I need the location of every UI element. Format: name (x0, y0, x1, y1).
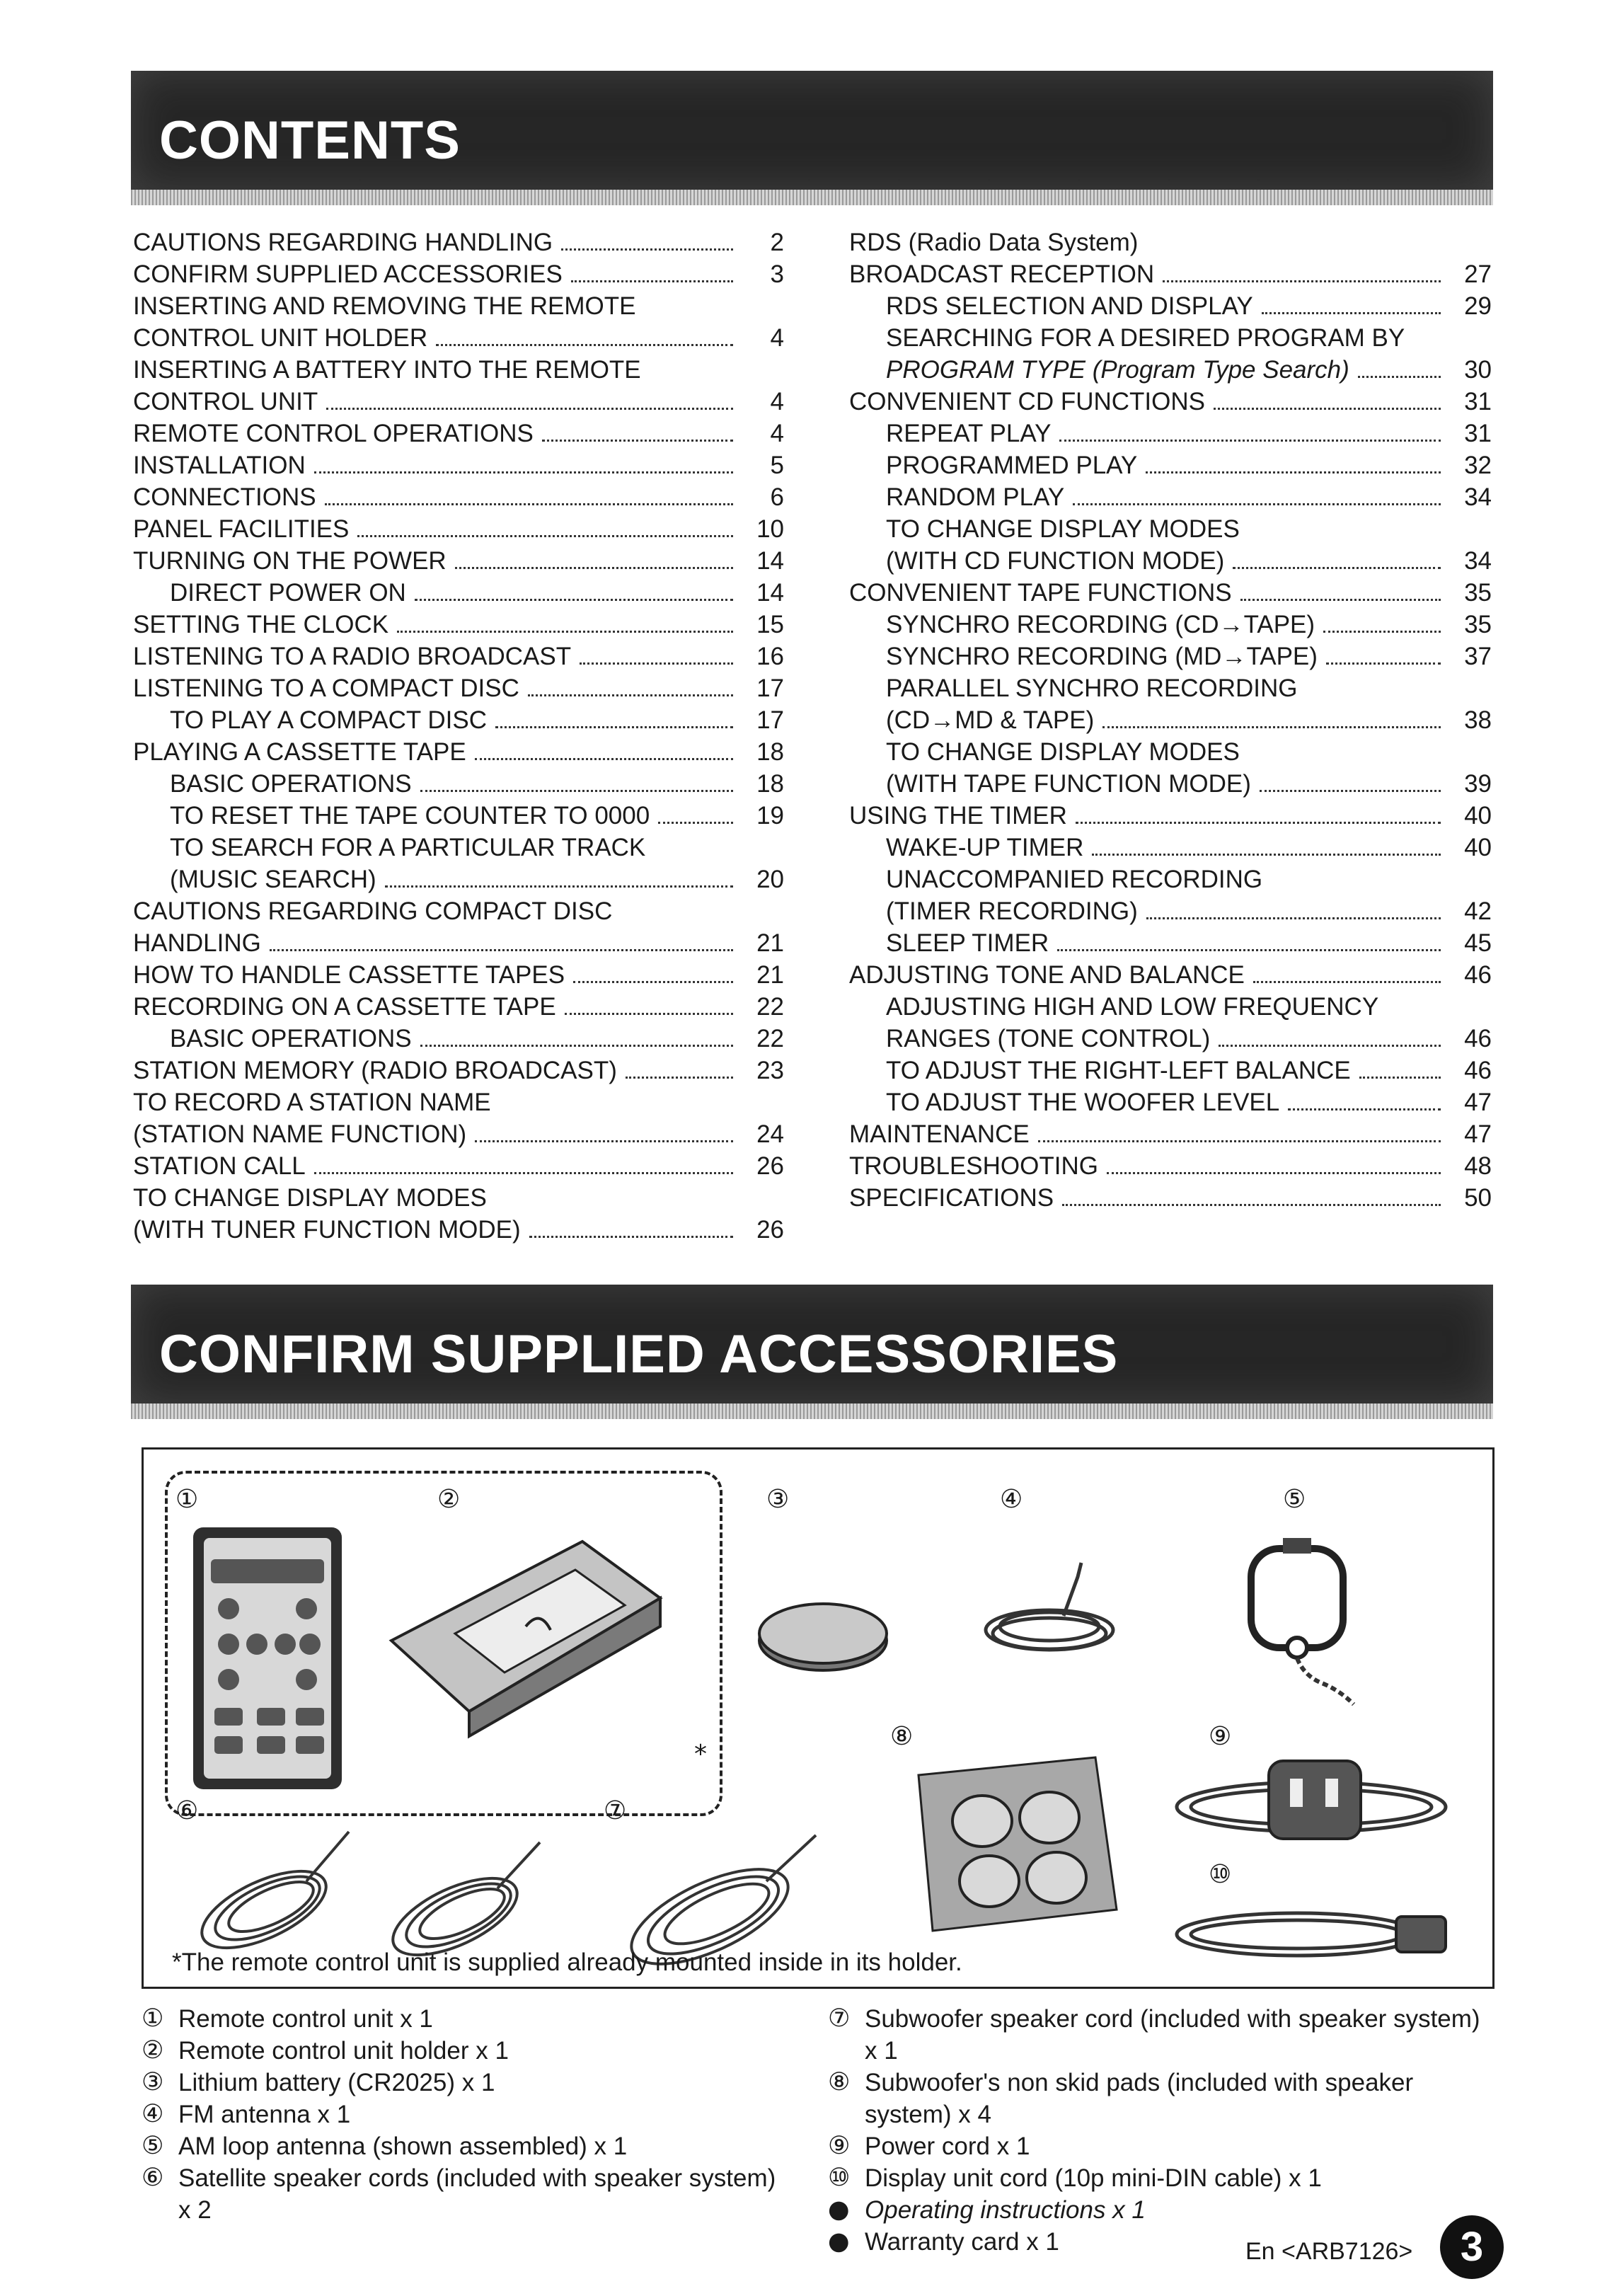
toc-entry-label: TO CHANGE DISPLAY MODES (133, 1184, 487, 1212)
toc-entry-page: 6 (770, 483, 784, 511)
toc-entry-label: MAINTENANCE (849, 1120, 1030, 1148)
accessory-item-text: AM loop antenna (shown assembled) x 1 (178, 2133, 628, 2160)
toc-entry-label: (STATION NAME FUNCTION) (133, 1120, 467, 1148)
toc-entry-page: 22 (756, 993, 784, 1021)
toc-entry-label: REMOTE CONTROL OPERATIONS (133, 420, 534, 447)
toc-entry-page: 27 (1464, 260, 1492, 288)
toc-entry-label: ADJUSTING TONE AND BALANCE (849, 961, 1245, 989)
toc-entry (133, 545, 784, 577)
toc-leader-dots (1260, 790, 1441, 792)
toc-entry (133, 959, 784, 991)
toc-entry (849, 290, 1492, 322)
accessory-item-text: Remote control unit holder x 1 (178, 2037, 509, 2065)
toc-entry-page: 4 (770, 420, 784, 447)
figure-number-9: ⑨ (1209, 1722, 1232, 1751)
toc-entry (849, 354, 1492, 386)
toc-entry-label: RANGES (TONE CONTROL) (886, 1025, 1211, 1052)
toc-entry-label: TURNING ON THE POWER (133, 547, 447, 575)
figure-number-3: ③ (766, 1485, 790, 1514)
toc-entry (133, 927, 784, 959)
toc-leader-dots (1107, 1172, 1441, 1174)
toc-entry-label: PROGRAM TYPE (Program Type Search) (886, 356, 1349, 384)
toc-entry (133, 513, 784, 545)
accessory-item-text: FM antenna x 1 (178, 2101, 351, 2128)
toc-entry-label: RDS (Radio Data System) (849, 229, 1139, 256)
accessory-item (828, 2003, 1493, 2067)
toc-entry (133, 354, 784, 386)
accessory-item (142, 2099, 793, 2130)
toc-leader-dots (1038, 1140, 1441, 1142)
display-unit-cord-illustration (1163, 1895, 1474, 1973)
toc-entry-page: 4 (770, 388, 784, 415)
toc-entry (849, 1086, 1492, 1118)
toc-leader-dots (420, 1045, 733, 1047)
toc-leader-dots (1233, 567, 1441, 569)
toc-entry-page: 21 (756, 929, 784, 957)
figure-number-2: ② (437, 1485, 461, 1514)
toc-entry (133, 1214, 784, 1246)
toc-entry (849, 1182, 1492, 1214)
toc-leader-dots (420, 790, 733, 792)
toc-entry (133, 800, 784, 832)
accessory-item-marker: ⑥ (142, 2164, 164, 2192)
toc-entry-label: SPECIFICATIONS (849, 1184, 1054, 1212)
toc-right-column (849, 226, 1492, 1214)
toc-entry (849, 322, 1492, 354)
toc-entry (849, 418, 1492, 449)
toc-entry (133, 863, 784, 895)
remote-control-illustration (186, 1524, 349, 1793)
accessory-item-marker: ① (142, 2004, 164, 2033)
toc-leader-dots (561, 248, 733, 251)
toc-entry-page: 19 (756, 802, 784, 830)
toc-entry-label: LISTENING TO A RADIO BROADCAST (133, 643, 572, 670)
accessory-item-marker: ● (828, 2195, 850, 2224)
am-loop-antenna-illustration (1226, 1534, 1368, 1718)
toc-entry-page: 40 (1464, 834, 1492, 861)
toc-leader-dots (1359, 1077, 1441, 1079)
toc-entry-label: TO CHANGE DISPLAY MODES (886, 738, 1240, 766)
toc-leader-dots (436, 344, 733, 346)
toc-entry-label: BASIC OPERATIONS (170, 1025, 412, 1052)
toc-leader-dots (1073, 503, 1441, 505)
toc-entry-page: 31 (1464, 420, 1492, 447)
accessories-list-right (828, 2003, 1493, 2258)
toc-entry-label: SETTING THE CLOCK (133, 611, 389, 638)
toc-entry (133, 1118, 784, 1150)
toc-entry (133, 418, 784, 449)
toc-leader-dots (314, 1172, 733, 1174)
toc-left-column (133, 226, 784, 1246)
toc-leader-dots (326, 408, 733, 410)
toc-leader-dots (385, 885, 733, 888)
toc-entry (133, 290, 784, 322)
accessory-item-text: Operating instructions x 1 (865, 2196, 1146, 2224)
figure-number-5: ⑤ (1283, 1485, 1306, 1514)
toc-entry-page: 14 (756, 547, 784, 575)
toc-leader-dots (1146, 917, 1441, 919)
accessory-item-marker: ② (142, 2036, 164, 2065)
toc-entry-label: ADJUSTING HIGH AND LOW FREQUENCY (886, 993, 1379, 1021)
toc-entry (133, 1150, 784, 1182)
toc-entry-page: 50 (1464, 1184, 1492, 1212)
accessory-item (828, 2067, 1493, 2130)
toc-entry (133, 1086, 784, 1118)
toc-leader-dots (1057, 949, 1441, 951)
toc-entry (133, 226, 784, 258)
toc-leader-dots (580, 662, 733, 665)
accessory-item-text: Subwoofer speaker cord (included with speaker system) x 1 (865, 2005, 1480, 2065)
accessories-footnote: *The remote control unit is supplied already mounted inside in its holder. (172, 1948, 962, 1976)
toc-entry-page: 14 (756, 579, 784, 607)
toc-entry-label: SEARCHING FOR A DESIRED PROGRAM BY (886, 324, 1405, 352)
toc-entry-page: 18 (756, 770, 784, 798)
toc-entry-label: TO RECORD A STATION NAME (133, 1089, 491, 1116)
accessory-item (828, 2130, 1493, 2162)
toc-entry-label: CONFIRM SUPPLIED ACCESSORIES (133, 260, 563, 288)
accessory-item (142, 2035, 793, 2067)
figure-number-8: ⑧ (890, 1722, 914, 1751)
toc-entry-label: HOW TO HANDLE CASSETTE TAPES (133, 961, 565, 989)
toc-entry-page: 39 (1464, 770, 1492, 798)
toc-entry-page: 18 (756, 738, 784, 766)
accessory-item-text: Power cord x 1 (865, 2133, 1030, 2160)
toc-entry (849, 609, 1492, 641)
accessory-item-marker: ● (828, 2227, 850, 2256)
toc-entry-label: (WITH CD FUNCTION MODE) (886, 547, 1225, 575)
accessory-item-marker: ⑧ (828, 2068, 851, 2096)
remote-holder-illustration (377, 1527, 674, 1740)
accessories-title: CONFIRM SUPPLIED ACCESSORIES (159, 1324, 1119, 1384)
toc-leader-dots (1288, 1108, 1441, 1110)
toc-entry-page: 46 (1464, 1025, 1492, 1052)
toc-leader-dots (1253, 981, 1441, 983)
toc-entry (849, 641, 1492, 672)
toc-leader-dots (1062, 1204, 1441, 1206)
toc-leader-dots (475, 1140, 733, 1142)
accessory-item-marker: ③ (142, 2068, 164, 2096)
toc-entry-label: SLEEP TIMER (886, 929, 1049, 957)
toc-entry-label: (CD→MD & TAPE) (886, 706, 1095, 734)
toc-entry-page: 3 (770, 260, 784, 288)
toc-leader-dots (1240, 599, 1441, 601)
toc-entry-label: INSERTING A BATTERY INTO THE REMOTE (133, 356, 641, 384)
toc-entry (133, 704, 784, 736)
figure-number-7: ⑦ (604, 1796, 627, 1825)
toc-entry (133, 577, 784, 609)
toc-entry-label: WAKE-UP TIMER (886, 834, 1084, 861)
toc-leader-dots (1146, 471, 1441, 473)
toc-entry (133, 991, 784, 1023)
toc-entry-label: CONVENIENT CD FUNCTIONS (849, 388, 1205, 415)
toc-entry (849, 1118, 1492, 1150)
toc-entry (849, 704, 1492, 736)
toc-entry (133, 641, 784, 672)
toc-entry (133, 481, 784, 513)
toc-leader-dots (495, 726, 733, 728)
accessories-list-left (142, 2003, 793, 2226)
toc-entry-page: 30 (1464, 356, 1492, 384)
toc-leader-dots (1102, 726, 1441, 728)
toc-leader-dots (1326, 662, 1441, 665)
toc-entry-label: TO SEARCH FOR A PARTICULAR TRACK (170, 834, 646, 861)
toc-leader-dots (1214, 408, 1441, 410)
figure-number-6: ⑥ (175, 1796, 199, 1825)
toc-entry (849, 258, 1492, 290)
accessory-item (142, 2067, 793, 2099)
toc-entry (849, 672, 1492, 704)
accessory-item (142, 2003, 793, 2035)
toc-entry (849, 226, 1492, 258)
toc-leader-dots (325, 503, 733, 505)
toc-entry-label: USING THE TIMER (849, 802, 1067, 830)
toc-entry-label: INSTALLATION (133, 452, 306, 479)
toc-leader-dots (542, 440, 733, 442)
toc-entry-page: 34 (1464, 483, 1492, 511)
toc-entry (133, 1182, 784, 1214)
toc-entry-page: 23 (756, 1057, 784, 1084)
toc-entry-label: PROGRAMMED PLAY (886, 452, 1138, 479)
toc-entry-label: TO RESET THE TAPE COUNTER TO 0000 (170, 802, 650, 830)
toc-entry-page: 45 (1464, 929, 1492, 957)
toc-entry-label: DIRECT POWER ON (170, 579, 406, 607)
toc-entry-page: 24 (756, 1120, 784, 1148)
toc-entry (849, 959, 1492, 991)
toc-entry-page: 46 (1464, 961, 1492, 989)
toc-entry-page: 17 (756, 706, 784, 734)
toc-leader-dots (565, 1013, 733, 1015)
toc-entry (849, 895, 1492, 927)
toc-leader-dots (529, 1236, 733, 1238)
accessory-item-text: Lithium battery (CR2025) x 1 (178, 2069, 495, 2096)
toc-entry-page: 21 (756, 961, 784, 989)
accessory-item-text: Warranty card x 1 (865, 2228, 1059, 2256)
document-code: En <ARB7126> (1245, 2238, 1413, 2265)
toc-entry (849, 736, 1492, 768)
toc-entry-page: 26 (756, 1152, 784, 1180)
toc-entry-label: CAUTIONS REGARDING HANDLING (133, 229, 553, 256)
holder-asterisk: * (694, 1740, 707, 1769)
toc-entry-label: STATION MEMORY (RADIO BROADCAST) (133, 1057, 617, 1084)
toc-entry-page: 17 (756, 675, 784, 702)
accessories-banner (131, 1285, 1493, 1404)
toc-entry (133, 832, 784, 863)
toc-entry-label: TO ADJUST THE WOOFER LEVEL (886, 1089, 1280, 1116)
toc-leader-dots (1262, 312, 1441, 314)
toc-leader-dots (397, 631, 733, 633)
toc-entry (849, 1150, 1492, 1182)
toc-leader-dots (357, 535, 733, 537)
toc-entry-page: 35 (1464, 579, 1492, 607)
toc-entry (133, 736, 784, 768)
toc-entry-page: 4 (770, 324, 784, 352)
page-number-badge: 3 (1440, 2215, 1504, 2279)
toc-entry (849, 768, 1492, 800)
accessory-item-marker: ⑦ (828, 2004, 851, 2033)
toc-leader-dots (658, 822, 733, 824)
toc-entry-label: CONNECTIONS (133, 483, 316, 511)
accessory-item-text: Display unit cord (10p mini-DIN cable) x 1 (865, 2164, 1322, 2192)
toc-entry (849, 449, 1492, 481)
accessory-item (142, 2130, 793, 2162)
toc-entry-page: 40 (1464, 802, 1492, 830)
toc-entry (849, 513, 1492, 545)
toc-entry-page: 22 (756, 1025, 784, 1052)
toc-entry-page: 26 (756, 1216, 784, 1244)
toc-leader-dots (455, 567, 733, 569)
toc-entry-label: STATION CALL (133, 1152, 306, 1180)
accessory-item-marker: ⑨ (828, 2132, 851, 2160)
toc-entry (849, 545, 1492, 577)
toc-entry-page: 31 (1464, 388, 1492, 415)
toc-leader-dots (415, 599, 733, 601)
toc-entry (849, 577, 1492, 609)
toc-leader-dots (626, 1077, 733, 1079)
toc-entry (849, 832, 1492, 863)
toc-entry-label: RANDOM PLAY (886, 483, 1065, 511)
toc-entry-page: 42 (1464, 897, 1492, 925)
toc-entry-label: RECORDING ON A CASSETTE TAPE (133, 993, 556, 1021)
lithium-battery-illustration (752, 1598, 894, 1676)
toc-entry-label: TO ADJUST THE RIGHT-LEFT BALANCE (886, 1057, 1351, 1084)
toc-entry-label: PLAYING A CASSETTE TAPE (133, 738, 466, 766)
toc-entry-page: 29 (1464, 292, 1492, 320)
toc-entry-label: CAUTIONS REGARDING COMPACT DISC (133, 897, 613, 925)
toc-entry-label: SYNCHRO RECORDING (CD→TAPE) (886, 611, 1315, 638)
toc-entry-page: 2 (770, 229, 784, 256)
toc-entry-label: LISTENING TO A COMPACT DISC (133, 675, 519, 702)
toc-leader-dots (1358, 376, 1441, 378)
contents-banner (131, 71, 1493, 190)
toc-entry-page: 15 (756, 611, 784, 638)
toc-entry-label: HANDLING (133, 929, 261, 957)
non-skid-pads-illustration (904, 1754, 1131, 1938)
toc-entry-label: PARALLEL SYNCHRO RECORDING (886, 675, 1298, 702)
satellite-speaker-cords-illustration (186, 1803, 582, 1966)
toc-entry-label: (WITH TUNER FUNCTION MODE) (133, 1216, 521, 1244)
toc-entry-label: BASIC OPERATIONS (170, 770, 412, 798)
accessory-item-text: Subwoofer's non skid pads (included with speaker system) x 4 (865, 2069, 1414, 2128)
toc-entry-label: (WITH TAPE FUNCTION MODE) (886, 770, 1251, 798)
toc-entry-page: 32 (1464, 452, 1492, 479)
toc-entry-label: TO CHANGE DISPLAY MODES (886, 515, 1240, 543)
toc-entry (133, 895, 784, 927)
accessory-item-text: Satellite speaker cords (included with speaker system) x 2 (178, 2164, 776, 2224)
accessory-item (828, 2194, 1493, 2226)
toc-entry-label: (MUSIC SEARCH) (170, 866, 376, 893)
toc-entry-page: 35 (1464, 611, 1492, 638)
toc-entry (849, 481, 1492, 513)
toc-entry-label: (TIMER RECORDING) (886, 897, 1138, 925)
accessory-item-marker: ⑩ (828, 2164, 851, 2192)
toc-entry (133, 609, 784, 641)
toc-leader-dots (528, 694, 733, 696)
toc-entry-label: CONVENIENT TAPE FUNCTIONS (849, 579, 1232, 607)
toc-entry-label: TO PLAY A COMPACT DISC (170, 706, 488, 734)
toc-entry (849, 863, 1492, 895)
toc-entry (849, 927, 1492, 959)
toc-entry-page: 37 (1464, 643, 1492, 670)
toc-entry-label: PANEL FACILITIES (133, 515, 350, 543)
toc-entry (133, 386, 784, 418)
toc-entry (849, 1055, 1492, 1086)
toc-entry-label: TROUBLESHOOTING (849, 1152, 1098, 1180)
contents-title: CONTENTS (159, 110, 461, 171)
toc-leader-dots (314, 471, 733, 473)
toc-entry-page: 48 (1464, 1152, 1492, 1180)
toc-entry-page: 38 (1464, 706, 1492, 734)
toc-leader-dots (1059, 440, 1441, 442)
toc-entry (133, 1023, 784, 1055)
figure-number-4: ④ (1000, 1485, 1023, 1514)
toc-leader-dots (1219, 1045, 1441, 1047)
toc-entry-label: UNACCOMPANIED RECORDING (886, 866, 1263, 893)
toc-entry-page: 34 (1464, 547, 1492, 575)
toc-entry-page: 16 (756, 643, 784, 670)
fm-antenna-illustration (972, 1556, 1134, 1669)
accessory-item (828, 2162, 1493, 2194)
accessory-item-marker: ⑤ (142, 2132, 164, 2160)
toc-leader-dots (1092, 854, 1441, 856)
toc-leader-dots (1163, 280, 1441, 282)
figure-number-10: ⑩ (1209, 1860, 1232, 1889)
accessory-item-text: Remote control unit x 1 (178, 2005, 433, 2033)
toc-leader-dots (1076, 822, 1441, 824)
figure-number-1: ① (175, 1485, 199, 1514)
toc-entry (849, 800, 1492, 832)
toc-entry (133, 1055, 784, 1086)
toc-entry-page: 47 (1464, 1120, 1492, 1148)
toc-entry (849, 991, 1492, 1023)
toc-entry (133, 449, 784, 481)
accessory-item-marker: ④ (142, 2100, 164, 2128)
toc-leader-dots (1323, 631, 1441, 633)
toc-entry-label: SYNCHRO RECORDING (MD→TAPE) (886, 643, 1318, 670)
toc-entry-page: 46 (1464, 1057, 1492, 1084)
toc-leader-dots (270, 949, 733, 951)
toc-leader-dots (573, 981, 733, 983)
toc-entry-label: CONTROL UNIT HOLDER (133, 324, 428, 352)
toc-entry-label: REPEAT PLAY (886, 420, 1052, 447)
accessory-item (142, 2162, 793, 2226)
toc-entry (133, 768, 784, 800)
toc-leader-dots (475, 758, 733, 760)
toc-entry-page: 20 (756, 866, 784, 893)
toc-entry-label: BROADCAST RECEPTION (849, 260, 1155, 288)
toc-entry (133, 258, 784, 290)
power-cord-illustration (1163, 1747, 1474, 1853)
toc-entry-label: INSERTING AND REMOVING THE REMOTE (133, 292, 636, 320)
toc-entry-page: 47 (1464, 1089, 1492, 1116)
toc-entry-label: CONTROL UNIT (133, 388, 318, 415)
accessories-figure (142, 1447, 1495, 1989)
toc-entry-label: RDS SELECTION AND DISPLAY (886, 292, 1253, 320)
toc-leader-dots (571, 280, 733, 282)
toc-entry-page: 10 (756, 515, 784, 543)
toc-entry (133, 672, 784, 704)
toc-entry (849, 1023, 1492, 1055)
toc-entry (849, 386, 1492, 418)
toc-entry (133, 322, 784, 354)
toc-entry-page: 5 (770, 452, 784, 479)
